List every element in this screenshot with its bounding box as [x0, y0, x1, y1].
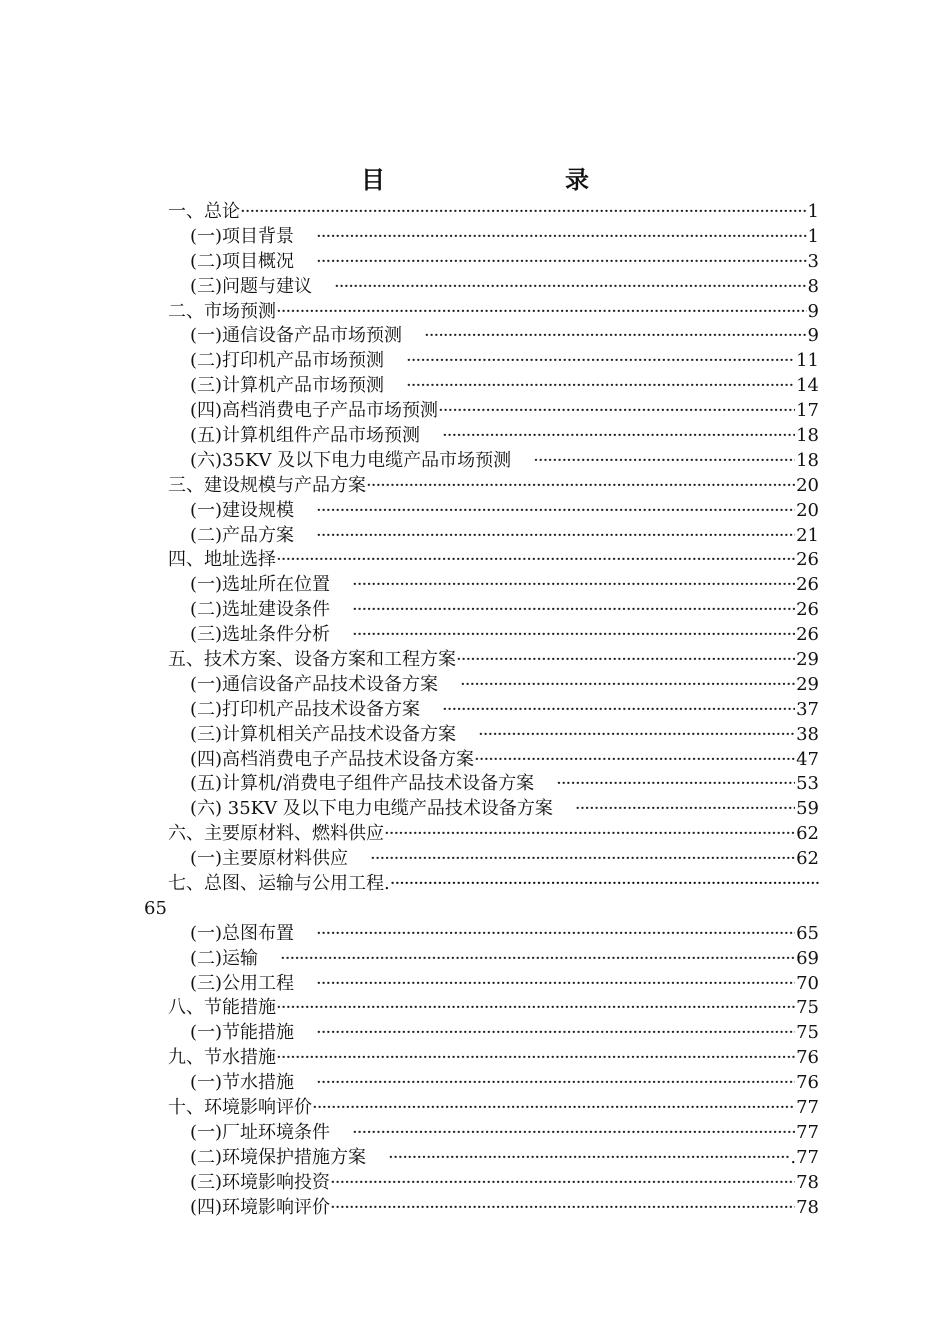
toc-entry[interactable] [168, 349, 819, 374]
toc-leader-dots [240, 200, 807, 225]
toc-entry-title: (三)计算机相关产品技术设备方案 [190, 723, 457, 745]
toc-entry[interactable] [168, 673, 819, 698]
toc-entry[interactable] [168, 623, 819, 648]
toc-entry-title: (一)总图布置 [190, 922, 295, 944]
toc-entry[interactable] [168, 524, 819, 549]
toc-leader-dots [478, 723, 795, 748]
toc-page-number: 69 [796, 947, 819, 969]
toc-leader-dots [330, 1196, 795, 1221]
toc-leader-dots [575, 797, 795, 822]
toc-entry-title: (二)打印机产品市场预测 [190, 350, 385, 372]
toc-entry[interactable] [168, 250, 819, 275]
toc-entry-title: (三)问题与建议 [190, 275, 313, 297]
toc-entry-title: (六) 35KV 及以下电力电缆产品技术设备方案 [190, 798, 553, 820]
toc-entry[interactable] [168, 698, 819, 723]
toc-entry[interactable] [168, 822, 819, 847]
toc-leader-dots [456, 648, 795, 673]
toc-leader-dots [316, 1071, 795, 1096]
toc-page-number: 8 [807, 275, 819, 297]
toc-leader-dots [556, 772, 795, 797]
toc-leader-dots [352, 573, 795, 598]
toc-entry-title: 十、环境影响评价 [168, 1097, 312, 1119]
toc-entry[interactable] [168, 947, 819, 972]
toc-leader-dots [352, 1121, 795, 1146]
toc-leader-dots [438, 399, 795, 424]
toc-page-number: 20 [796, 474, 819, 496]
toc-page-number: .77 [790, 1146, 819, 1168]
toc-leader-dots [276, 548, 795, 573]
toc-entry-title: (一)主要原材料供应 [190, 848, 349, 870]
toc-leader-dots [316, 922, 795, 947]
toc-entry-title: (一)通信设备产品市场预测 [190, 325, 403, 347]
toc-page-number: 78 [796, 1196, 819, 1218]
toc-leader-dots [316, 225, 807, 250]
toc-page-number: 11 [796, 350, 819, 372]
toc-entry[interactable] [168, 499, 819, 524]
toc-page-number: 9 [807, 300, 819, 322]
toc-leader-dots [352, 598, 795, 623]
toc-entry[interactable] [168, 399, 819, 424]
toc-entry-title: 六、主要原材料、燃料供应 [168, 823, 384, 845]
table-of-contents [144, 200, 819, 1221]
toc-leader-dots [370, 847, 795, 872]
toc-entry-title: 七、总图、运输与公用工程. [168, 873, 390, 895]
toc-entry-title: (一)通信设备产品技术设备方案 [190, 673, 439, 695]
toc-page-number: 1 [807, 200, 819, 222]
toc-entry-title: 三、建设规模与产品方案 [168, 474, 366, 496]
toc-entry[interactable] [168, 922, 819, 947]
toc-entry-title: (二)运输 [190, 947, 259, 969]
toc-entry[interactable] [168, 275, 819, 300]
toc-page-number: 37 [796, 698, 819, 720]
toc-entry[interactable] [168, 1171, 819, 1196]
toc-page-number: 21 [796, 524, 819, 546]
toc-entry[interactable] [168, 1196, 819, 1221]
toc-entry-title: (五)计算机/消费电子组件产品技术设备方案 [190, 773, 535, 795]
toc-page-number: 18 [796, 449, 819, 471]
toc-entry-title: 五、技术方案、设备方案和工程方案 [168, 649, 456, 671]
toc-entry-title: 九、节水措施 [168, 1047, 276, 1069]
toc-entry[interactable] [168, 374, 819, 399]
toc-page-number: 65 [796, 922, 819, 944]
toc-entry-title: (三)计算机产品市场预测 [190, 375, 385, 397]
toc-entry[interactable] [168, 772, 819, 797]
toc-entry[interactable] [168, 1021, 819, 1046]
toc-page-number: 26 [796, 549, 819, 571]
toc-entry[interactable] [168, 797, 819, 822]
toc-leader-dots [316, 499, 795, 524]
toc-leader-dots [442, 698, 795, 723]
toc-leader-dots [352, 623, 795, 648]
toc-entry-title: (四)高档消费电子产品市场预测 [190, 400, 439, 422]
toc-page-number: 62 [796, 848, 819, 870]
toc-entry-title: (一)厂址环境条件 [190, 1121, 331, 1143]
toc-page-number: 70 [796, 972, 819, 994]
toc-entry-title: (二)环境保护措施方案 [190, 1146, 367, 1168]
toc-entry[interactable] [168, 1096, 819, 1121]
toc-entry[interactable] [168, 300, 819, 325]
toc-entry-title: (四)高档消费电子产品技术设备方案 [190, 748, 475, 770]
toc-entry[interactable] [168, 474, 819, 499]
toc-entry-title: (一)项目背景 [190, 225, 295, 247]
toc-leader-dots [406, 374, 795, 399]
toc-entry-title: (一)建设规模 [190, 499, 295, 521]
toc-leader-dots [406, 349, 795, 374]
toc-page-number: 26 [796, 624, 819, 646]
toc-page-number: 17 [796, 400, 819, 422]
toc-page-number: 75 [796, 997, 819, 1019]
page-title: 目 录 [361, 165, 633, 194]
toc-page-number: 77 [796, 1121, 819, 1143]
toc-page-number: 9 [807, 325, 819, 347]
toc-entry-title: 四、地址选择 [168, 549, 276, 571]
toc-page-number: 75 [796, 1022, 819, 1044]
toc-entry-title: (一)选址所在位置 [190, 574, 331, 596]
toc-entry[interactable] [168, 324, 819, 349]
toc-entry-title: (六)35KV 及以下电力电缆产品市场预测 [190, 449, 512, 471]
toc-entry[interactable] [168, 449, 819, 474]
toc-entry[interactable] [168, 573, 819, 598]
toc-leader-dots [384, 822, 795, 847]
toc-leader-dots [390, 872, 819, 897]
toc-entry[interactable] [168, 200, 819, 225]
toc-entry[interactable] [168, 225, 819, 250]
toc-entry-title: (三)选址条件分析 [190, 624, 331, 646]
toc-page-number: 65 [144, 897, 167, 919]
toc-leader-dots [366, 474, 795, 499]
toc-entry-title: (二)打印机产品技术设备方案 [190, 698, 421, 720]
toc-entry[interactable] [168, 1146, 819, 1171]
toc-leader-dots [388, 1146, 789, 1171]
toc-page-number: 26 [796, 574, 819, 596]
toc-entry[interactable] [168, 748, 819, 773]
toc-entry-title: 二、市场预测 [168, 300, 276, 322]
toc-entry-title: (四)环境影响评价 [190, 1196, 331, 1218]
toc-leader-dots [424, 324, 807, 349]
toc-leader-dots [316, 1021, 795, 1046]
toc-leader-dots [276, 300, 807, 325]
toc-entry-title: (一)节能措施 [190, 1022, 295, 1044]
toc-entry[interactable] [168, 847, 819, 872]
toc-entry-title: (三)公用工程 [190, 972, 295, 994]
toc-page-number: 76 [796, 1072, 819, 1094]
toc-page-number: 29 [796, 649, 819, 671]
toc-page-number: 78 [796, 1171, 819, 1193]
toc-page-number: 62 [796, 823, 819, 845]
toc-page-number: 47 [796, 748, 819, 770]
toc-entry-title: (二)产品方案 [190, 524, 295, 546]
toc-entry[interactable] [168, 997, 819, 1022]
toc-page-number: 29 [796, 673, 819, 695]
toc-page-number: 14 [796, 375, 819, 397]
toc-entry-title: (五)计算机组件产品市场预测 [190, 425, 421, 446]
toc-leader-dots [474, 748, 795, 773]
toc-entry[interactable] [168, 1046, 819, 1071]
toc-entry[interactable] [168, 1121, 819, 1146]
toc-page-number: 38 [796, 723, 819, 745]
toc-leader-dots [533, 449, 795, 474]
toc-entry-title: (三)环境影响投资 [190, 1171, 331, 1193]
toc-page-number: 20 [796, 499, 819, 521]
toc-leader-dots [442, 424, 795, 449]
toc-page-number: 59 [796, 798, 819, 820]
toc-leader-dots [334, 275, 807, 300]
toc-leader-dots [280, 947, 795, 972]
toc-entry[interactable] [168, 872, 819, 897]
toc-entry-title: (一)节水措施 [190, 1072, 295, 1094]
toc-page-number: 77 [796, 1097, 819, 1119]
toc-page-number: 26 [796, 599, 819, 621]
toc-leader-dots [316, 250, 807, 275]
toc-leader-dots [276, 1046, 795, 1071]
toc-entry-title: 八、节能措施 [168, 997, 276, 1019]
toc-page-number: 76 [796, 1047, 819, 1069]
toc-leader-dots [460, 673, 795, 698]
toc-entry[interactable] [168, 972, 819, 997]
toc-entry[interactable] [168, 723, 819, 748]
toc-leader-dots [316, 524, 795, 549]
toc-page-number: 1 [807, 225, 819, 247]
toc-entry-title: (二)选址建设条件 [190, 599, 331, 621]
toc-entry[interactable] [168, 1071, 819, 1096]
toc-entry-title: (二)项目概况 [190, 250, 295, 272]
toc-entry[interactable] [168, 648, 819, 673]
toc-page-number: 53 [796, 773, 819, 795]
toc-entry[interactable] [168, 424, 819, 449]
toc-page-number: 3 [807, 250, 819, 272]
toc-entry-title: 一、总论 [168, 200, 240, 222]
toc-leader-dots [312, 1096, 795, 1121]
toc-page-number: 18 [796, 425, 819, 446]
toc-leader-dots [330, 1171, 795, 1196]
toc-leader-dots [316, 972, 795, 997]
toc-entry[interactable] [168, 598, 819, 623]
toc-entry[interactable] [168, 548, 819, 573]
toc-leader-dots [276, 996, 795, 1021]
